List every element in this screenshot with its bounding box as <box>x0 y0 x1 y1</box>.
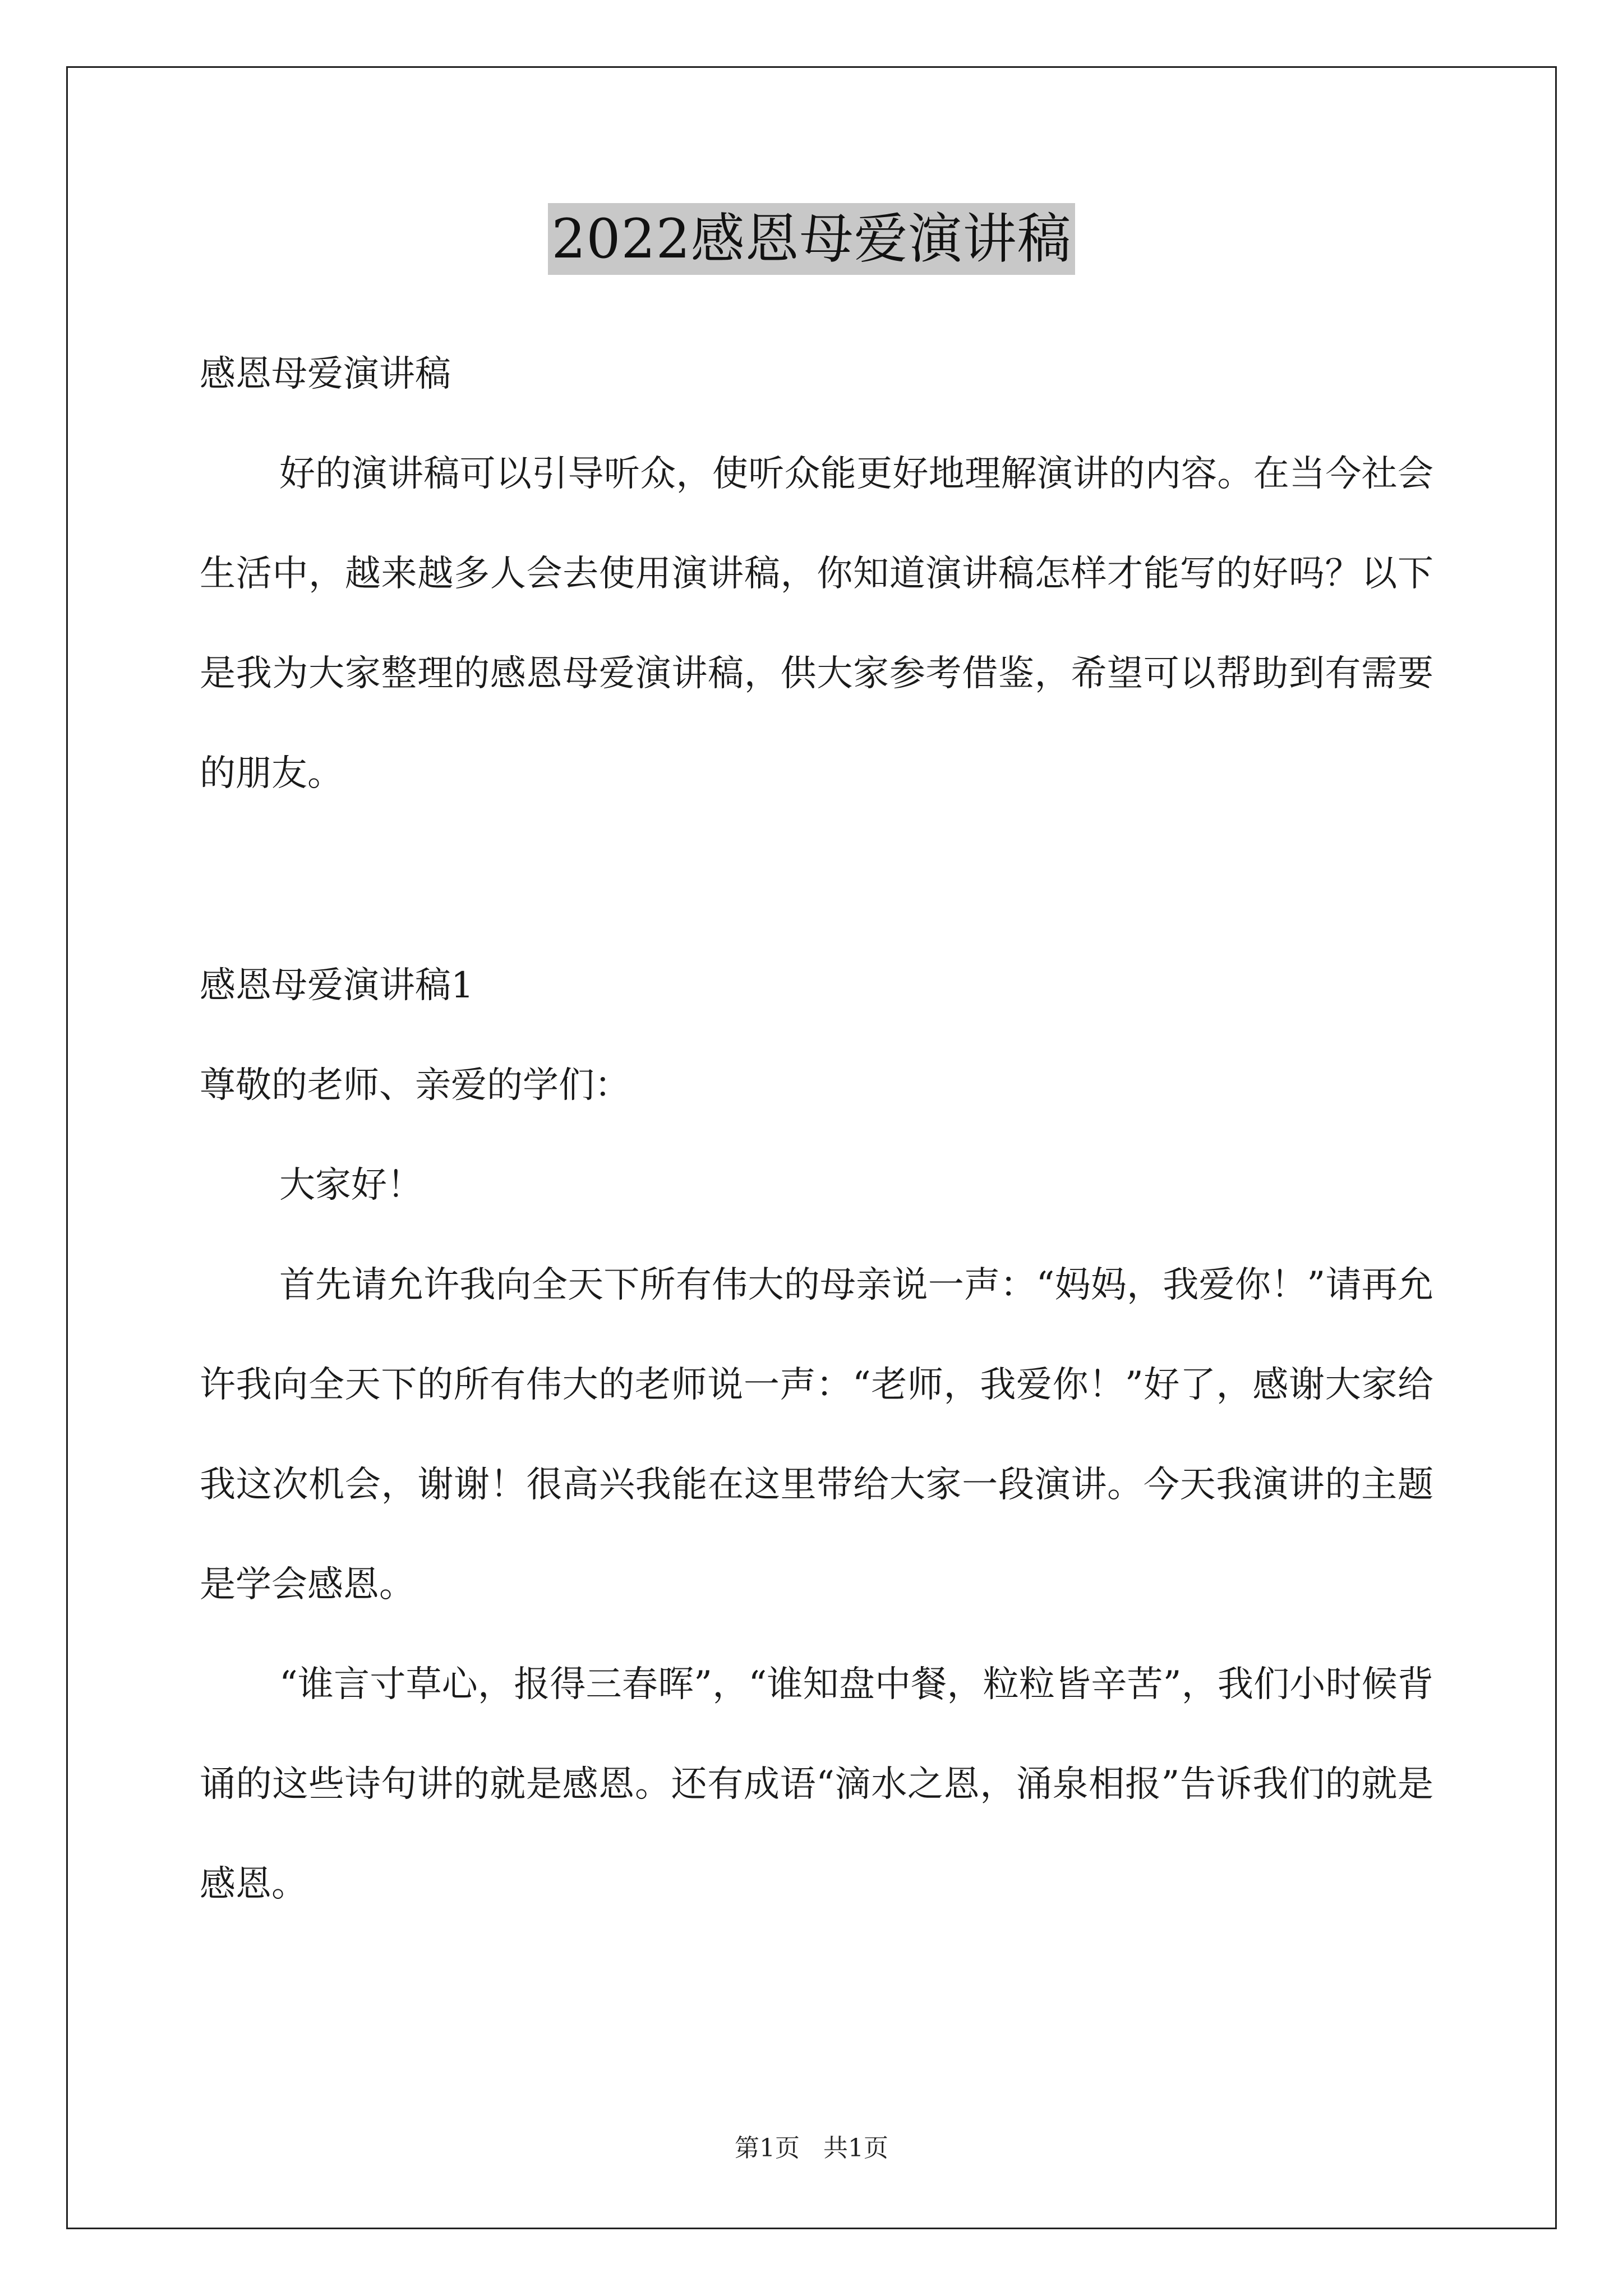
salutation: 尊敬的老师、亲爱的学们： <box>200 1065 630 1106</box>
section-heading: 感恩母爱演讲稿1 <box>200 965 474 1006</box>
greeting: 大家好！ <box>279 1165 423 1206</box>
page-number-current: 第1页 <box>735 2134 800 2162</box>
intro-heading: 感恩母爱演讲稿 <box>200 353 451 395</box>
page-footer <box>0 2132 1623 2165</box>
section-block <box>200 936 1433 1934</box>
intro-paragraph: 好的演讲稿可以引导听众，使听众能更好地理解演讲的内容。在当今社会生活中，越来越多人会去使用演讲稿，你知道演讲稿怎样才能写的好吗？以下是我为大家整理的感恩母爱演讲稿，供大家参考借鉴，希望可以帮助到有需要的朋友。 <box>200 453 1433 794</box>
body-paragraph-2: “谁言寸草心，报得三春晖”，“谁知盘中餐，粒粒皆辛苦”，我们小时候背诵的这些诗句讲的就是感恩。还有成语“滴水之恩，涌泉相报”告诉我们的就是感恩。 <box>200 1664 1433 1905</box>
page-number-total: 共1页 <box>823 2134 888 2162</box>
title-container <box>0 203 1623 275</box>
document-title: 2022感恩母爱演讲稿 <box>548 203 1075 275</box>
intro-paragraph-block <box>200 424 1433 823</box>
body-paragraph-1: 首先请允许我向全天下所有伟大的母亲说一声：“妈妈，我爱你！”请再允许我向全天下的所有伟大的老师说一声：“老师，我爱你！”好了，感谢大家给我这次机会，谢谢！很高兴我能在这里带给大家一段演讲。今天我演讲的主题是学会感恩。 <box>200 1264 1433 1605</box>
intro-heading-block <box>200 324 1433 424</box>
